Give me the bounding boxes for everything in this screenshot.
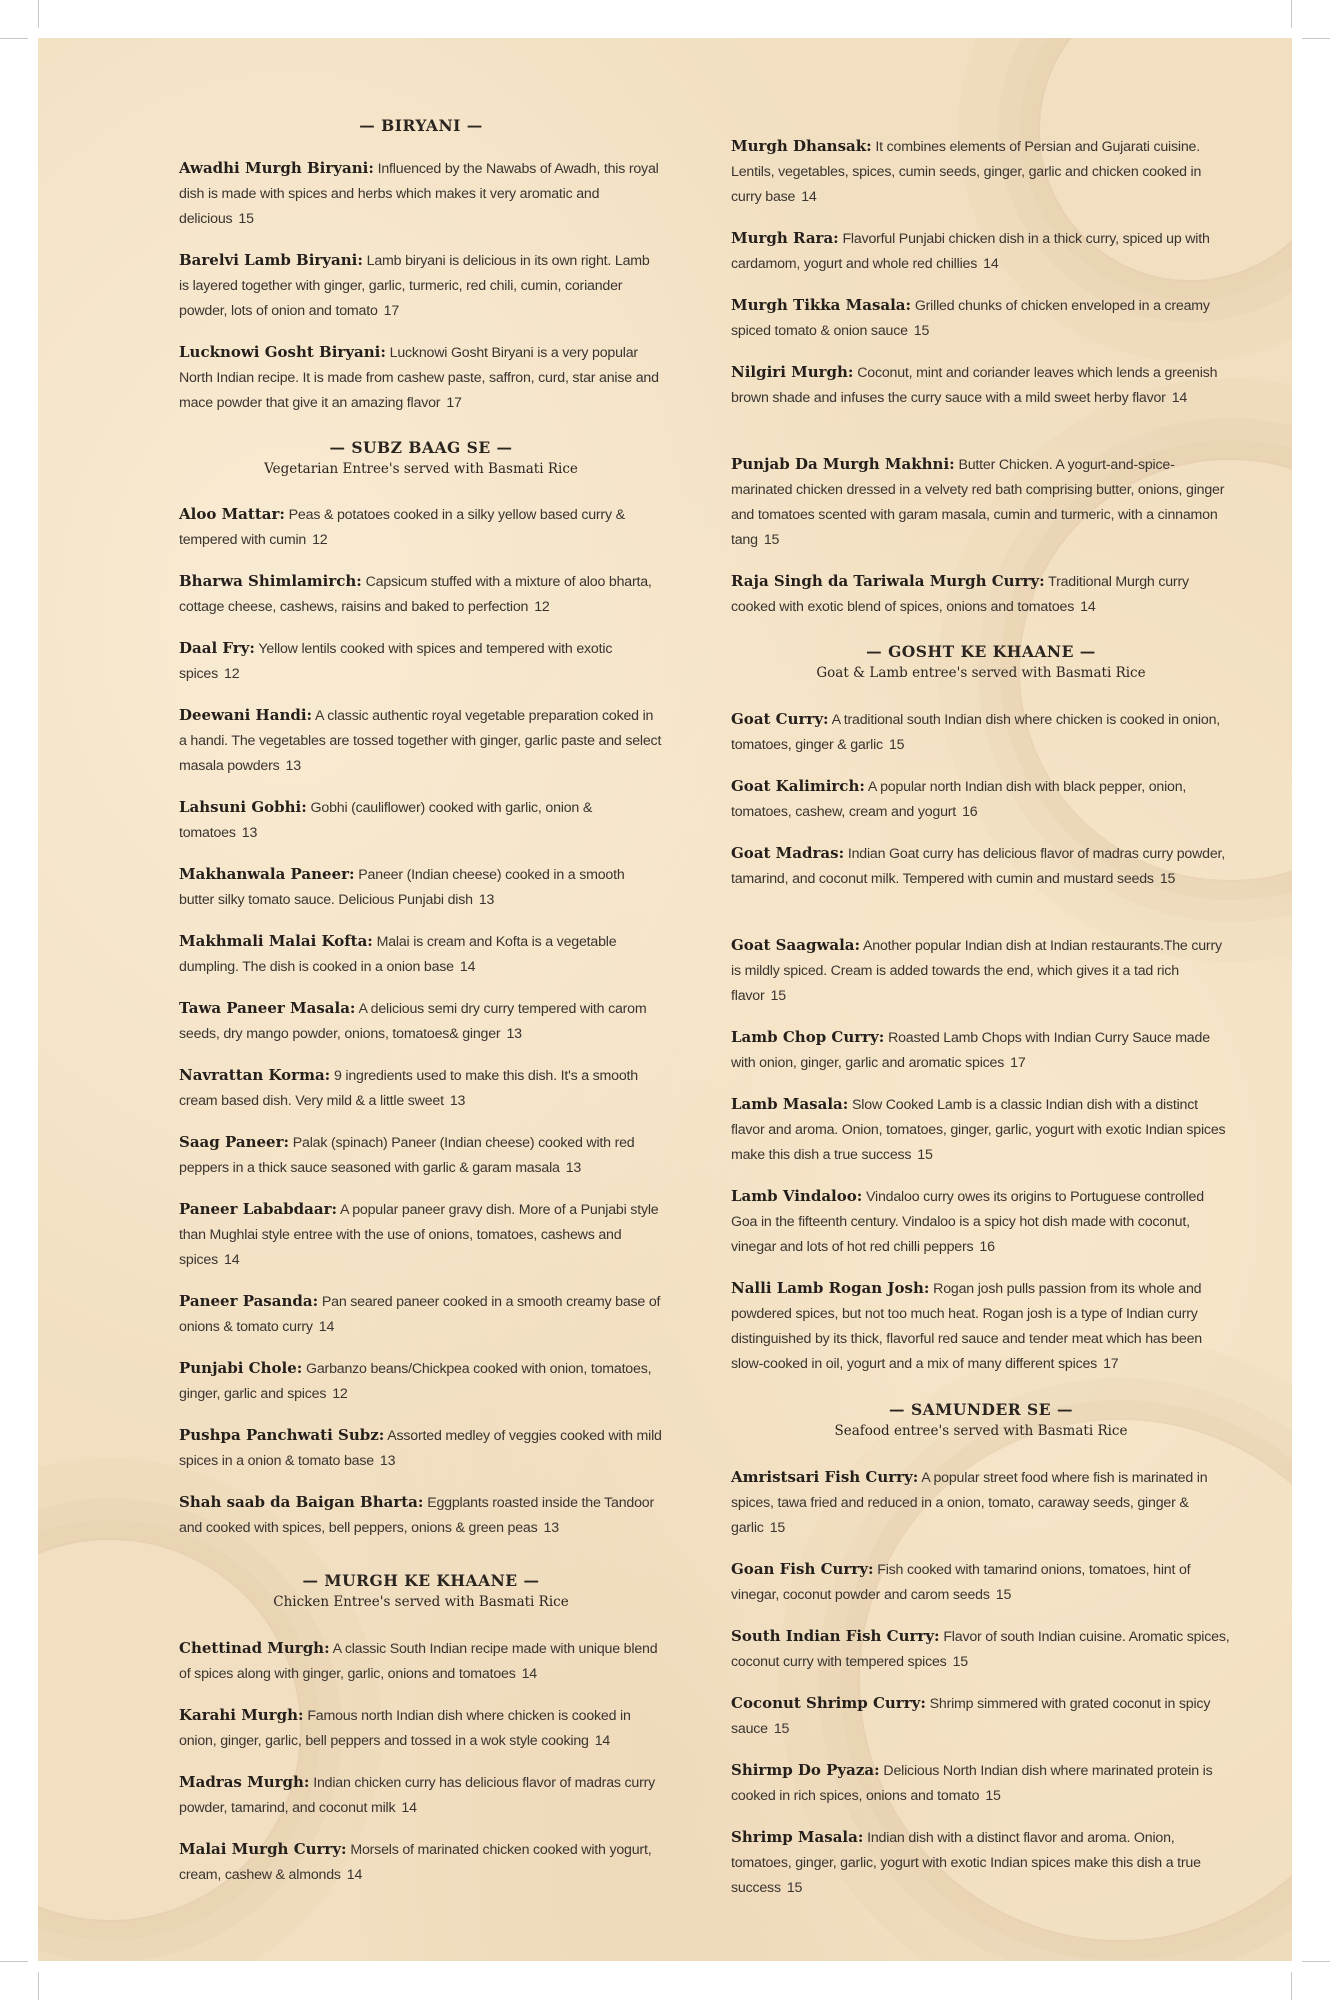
item-name: Nalli Lamb Rogan Josh:: [731, 1279, 930, 1297]
menu-item: [179, 636, 663, 687]
item-description: It combines elements of Persian and Gujarati cuisine. Lentils, vegetables, spices, cumin seeds, ginger, garlic and chicken cooked in curry base: [731, 139, 1202, 205]
item-description: A traditional south Indian dish where chicken is cooked in onion, tomatoes, ginger & garlic: [731, 712, 1221, 753]
item-description: 9 ingredients used to make this dish. It's a smooth cream based dish. Very mild & a little sweet: [179, 1068, 638, 1109]
section-subtitle-gosht-ke-khaane: Goat & Lamb entree's served with Basmati Rice: [816, 665, 1146, 681]
item-name: Tawa Paneer Masala:: [179, 999, 356, 1017]
menu-item: [179, 1490, 663, 1541]
item-name: Deewani Handi:: [179, 706, 313, 724]
crop-mark: [1291, 1972, 1292, 2000]
menu-item: [731, 569, 1231, 620]
menu-item: [731, 933, 1231, 1009]
item-name: Nilgiri Murgh:: [731, 363, 854, 381]
item-description: Traditional Murgh curry cooked with exotic blend of spices, onions and tomatoes: [731, 574, 1189, 615]
section-title-gosht-ke-khaane: — GOSHT KE KHAANE —: [866, 642, 1096, 661]
item-description: Eggplants roasted inside the Tandoor and cooked with spices, bell peppers, onions & green peas: [179, 1495, 654, 1536]
menu-item: [179, 1356, 663, 1407]
item-price: 14: [983, 256, 999, 272]
menu-item: [179, 996, 663, 1047]
section-subtitle-samunder-se: Seafood entree's served with Basmati Rice: [834, 1423, 1128, 1439]
item-price: 17: [1103, 1356, 1119, 1372]
item-description: Gobhi (cauliflower) cooked with garlic, onion & tomatoes: [179, 800, 593, 841]
item-description: Assorted medley of veggies cooked with mild spices in a onion & tomato base: [179, 1428, 662, 1469]
item-description: Lamb biryani is delicious in its own right. Lamb is layered together with ginger, garlic, turmeric, red chili, cumin, coriander powder, lots of onion and tomato: [179, 253, 650, 319]
item-name: Shah saab da Baigan Bharta:: [179, 1493, 424, 1511]
crop-mark: [1302, 1961, 1330, 1962]
item-price: 13: [449, 1093, 466, 1109]
menu-item: [179, 1636, 663, 1687]
item-description: Malai is cream and Kofta is a vegetable dumpling. The dish is cooked in a onion base: [179, 934, 617, 975]
item-description: Delicious North Indian dish where marinated protein is cooked in rich spices, onions and tomato: [731, 1763, 1213, 1804]
crop-mark: [38, 1972, 39, 2000]
crop-mark: [1291, 0, 1292, 28]
menu-item: [179, 862, 663, 913]
item-price: 13: [379, 1453, 396, 1469]
item-price: 12: [332, 1386, 348, 1402]
item-name: Bharwa Shimlamirch:: [179, 572, 362, 590]
item-price: 15: [888, 737, 905, 753]
item-name: Lucknowi Gosht Biryani:: [179, 343, 386, 361]
item-price: 14: [318, 1319, 335, 1335]
item-name: South Indian Fish Curry:: [731, 1627, 940, 1645]
crop-mark: [38, 0, 39, 28]
item-description: Butter Chicken. A yogurt-and-spice-marinated chicken dressed in a velvety red bath comprising butter, onions, ginger and tomatoes scented with garam masala, cumin and turmeric, with a cinnamon tang: [731, 457, 1225, 548]
item-description: Grilled chunks of chicken enveloped in a creamy spiced tomato & onion sauce: [731, 298, 1210, 339]
menu-item: [731, 360, 1231, 411]
item-name: Shirmp Do Pyaza:: [731, 1761, 880, 1779]
item-name: Saag Paneer:: [179, 1133, 290, 1151]
section-title-biryani: — BIRYANI —: [359, 116, 483, 135]
item-price: 15: [763, 532, 780, 548]
menu-item: [731, 1276, 1231, 1377]
item-price: 14: [346, 1867, 363, 1883]
menu-item: [179, 1063, 663, 1114]
menu-item: [179, 569, 663, 620]
item-price: 15: [952, 1654, 968, 1670]
item-price: 16: [962, 804, 978, 820]
item-name: Navrattan Korma:: [179, 1066, 331, 1084]
item-name: Punjab Da Murgh Makhni:: [731, 455, 955, 473]
menu-item: [179, 156, 663, 232]
menu-page: [38, 38, 1292, 1961]
item-price: 13: [241, 825, 258, 841]
item-description: Roasted Lamb Chops with Indian Curry Sauce made with onion, ginger, garlic and aromatic spices: [731, 1030, 1210, 1071]
menu-item: [731, 1624, 1231, 1675]
menu-item: [179, 703, 663, 779]
item-description: Capsicum stuffed with a mixture of aloo bharta, cottage cheese, cashews, raisins and baked to perfection: [179, 574, 652, 615]
item-name: Makhmali Malai Kofta:: [179, 932, 373, 950]
item-name: Chettinad Murgh:: [179, 1639, 330, 1657]
item-description: Yellow lentils cooked with spices and tempered with exotic spices: [179, 641, 613, 682]
item-description: A delicious semi dry curry tempered with carom seeds, dry mango powder, onions, tomatoes& ginger: [179, 1001, 647, 1042]
menu-item: [179, 1197, 663, 1273]
item-description: Lucknowi Gosht Biryani is a very popular North Indian recipe. It is made from cashew paste, saffron, curd, star anise and mace powder that give it an amazing flavor: [179, 345, 659, 411]
item-description: Flavor of south Indian cuisine. Aromatic spices, coconut curry with tempered spices: [731, 1629, 1230, 1670]
item-name: Goat Curry:: [731, 710, 829, 728]
item-name: Shrimp Masala:: [731, 1828, 864, 1846]
menu-item: [179, 1770, 663, 1821]
item-description: A popular paneer gravy dish. More of a Punjabi style than Mughlai style entree with the use of onions, tomatoes, cashews and spices: [179, 1202, 659, 1268]
item-price: 13: [506, 1026, 522, 1042]
item-name: Lamb Masala:: [731, 1095, 849, 1113]
item-name: Goat Saagwala:: [731, 936, 861, 954]
item-name: Lamb Vindaloo:: [731, 1187, 863, 1205]
menu-item: [179, 1703, 663, 1754]
item-price: 13: [478, 892, 495, 908]
item-description: Pan seared paneer cooked in a smooth creamy base of onions & tomato curry: [179, 1294, 661, 1335]
menu-item: [179, 1423, 663, 1474]
item-description: Famous north Indian dish where chicken is cooked in onion, ginger, garlic, bell peppers and tossed in a wok style cooking: [179, 1708, 631, 1749]
item-price: 12: [312, 532, 328, 548]
item-name: Raja Singh da Tariwala Murgh Curry:: [731, 572, 1045, 590]
item-description: Flavorful Punjabi chicken dish in a thick curry, spiced up with cardamom, yogurt and whole red chillies: [731, 231, 1210, 272]
item-description: Palak (spinach) Paneer (Indian cheese) cooked with red peppers in a thick sauce seasoned with garlic & garam masala: [179, 1135, 635, 1176]
item-name: Murgh Rara:: [731, 229, 839, 247]
item-price: 14: [401, 1800, 417, 1816]
menu-item: [179, 502, 663, 553]
section-title-subz-baag-se: — SUBZ BAAG SE —: [329, 438, 513, 457]
item-description: Morsels of marinated chicken cooked with yogurt, cream, cashew & almonds: [179, 1842, 652, 1883]
item-name: Coconut Shrimp Curry:: [731, 1694, 926, 1712]
item-price: 15: [770, 988, 786, 1004]
menu-item: [179, 1130, 663, 1181]
item-name: Aloo Mattar:: [179, 505, 285, 523]
menu-item: [179, 795, 663, 846]
item-description: Indian dish with a distinct flavor and aroma. Onion, tomatoes, ginger, garlic, yogurt with exotic Indian spices make this dish a true success: [731, 1830, 1201, 1896]
item-price: 17: [383, 303, 400, 319]
menu-item: [731, 293, 1231, 344]
item-price: 16: [979, 1239, 995, 1255]
item-price: 14: [459, 959, 476, 975]
section-title-samunder-se: — SAMUNDER SE —: [889, 1400, 1073, 1419]
item-description: Indian chicken curry has delicious flavor of madras curry powder, tamarind, and coconut milk: [179, 1775, 656, 1816]
item-description: Fish cooked with tamarind onions, tomatoes, hint of vinegar, coconut powder and carom seeds: [731, 1562, 1191, 1603]
item-price: 12: [534, 599, 550, 615]
item-price: 15: [238, 211, 254, 227]
item-description: Influenced by the Nawabs of Awadh, this royal dish is made with spices and herbs which makes it very aromatic and delicious: [179, 161, 659, 227]
menu-item: [179, 1837, 663, 1888]
item-name: Goat Kalimirch:: [731, 777, 865, 795]
item-name: Murgh Dhansak:: [731, 137, 872, 155]
item-name: Malai Murgh Curry:: [179, 1840, 347, 1858]
item-name: Lahsuni Gobhi:: [179, 798, 307, 816]
item-name: Paneer Pasanda:: [179, 1292, 319, 1310]
item-description: Peas & potatoes cooked in a silky yellow based curry & tempered with cumin: [179, 507, 625, 548]
item-name: Makhanwala Paneer:: [179, 865, 355, 883]
item-description: A classic authentic royal vegetable preparation coked in a handi. The vegetables are tossed together with ginger, garlic paste and select masala powders: [179, 708, 662, 774]
menu-item: [731, 1092, 1231, 1168]
section-subtitle-subz-baag-se: Vegetarian Entree's served with Basmati Rice: [264, 461, 578, 477]
item-name: Daal Fry:: [179, 639, 255, 657]
menu-item: [731, 1557, 1231, 1608]
item-price: 15: [913, 323, 930, 339]
item-price: 15: [786, 1880, 803, 1896]
menu-item: [731, 841, 1231, 892]
item-name: Madras Murgh:: [179, 1773, 310, 1791]
menu-item: [179, 1289, 663, 1340]
section-subtitle-murgh-ke-khaane: Chicken Entree's served with Basmati Rice: [273, 1594, 569, 1610]
item-price: 14: [521, 1666, 537, 1682]
item-price: 12: [224, 666, 240, 682]
item-description: Another popular Indian dish at Indian restaurants.The curry is mildly spiced. Cream is added towards the end, which gives it a tad rich flavor: [731, 938, 1222, 1004]
menu-item: [731, 774, 1231, 825]
item-description: Paneer (Indian cheese) cooked in a smooth butter silky tomato sauce. Delicious Punjabi dish: [179, 867, 625, 908]
menu-item: [179, 248, 663, 324]
item-price: 14: [1080, 599, 1096, 615]
item-name: Punjabi Chole:: [179, 1359, 303, 1377]
item-name: Lamb Chop Curry:: [731, 1028, 885, 1046]
item-price: 13: [543, 1520, 559, 1536]
item-name: Goan Fish Curry:: [731, 1560, 874, 1578]
item-description: Indian Goat curry has delicious flavor of madras curry powder, tamarind, and coconut milk. Tempered with cumin and mustard seeds: [731, 846, 1226, 887]
item-name: Murgh Tikka Masala:: [731, 296, 912, 314]
item-price: 15: [773, 1721, 790, 1737]
item-price: 13: [565, 1160, 582, 1176]
item-name: Goat Madras:: [731, 844, 845, 862]
menu-item: [731, 1691, 1231, 1742]
item-name: Amristsari Fish Curry:: [731, 1468, 919, 1486]
item-description: A popular north Indian dish with black pepper, onion, tomatoes, cashew, cream and yogurt: [731, 779, 1187, 820]
item-description: Slow Cooked Lamb is a classic Indian dish with a distinct flavor and aroma. Onion, tomatoes, ginger, garlic, yogurt with exotic Indian spices make this dish a true success: [731, 1097, 1226, 1163]
item-name: Pushpa Panchwati Subz:: [179, 1426, 385, 1444]
menu-item: [731, 1758, 1231, 1809]
menu-item: [731, 707, 1231, 758]
item-price: 17: [1010, 1055, 1026, 1071]
menu-item: [731, 226, 1231, 277]
item-name: Barelvi Lamb Biryani:: [179, 251, 363, 269]
crop-mark: [1302, 38, 1330, 39]
item-name: Awadhi Murgh Biryani:: [179, 159, 374, 177]
menu-item: [731, 134, 1231, 210]
item-price: 15: [917, 1147, 933, 1163]
item-price: 15: [769, 1520, 786, 1536]
menu-item: [731, 1025, 1231, 1076]
item-description: Garbanzo beans/Chickpea cooked with onion, tomatoes, ginger, garlic and spices: [179, 1361, 652, 1402]
item-price: 14: [801, 189, 817, 205]
item-price: 14: [594, 1733, 611, 1749]
item-description: Rogan josh pulls passion from its whole and powdered spices, but not too much heat. Rogan josh is a type of Indian curry distinguished by its thick, flavorful red sauce and tender meat which has been slow-cooked in oil, yogurt and a mix of many different spices: [731, 1281, 1202, 1372]
item-description: Coconut, mint and coriander leaves which lends a greenish brown shade and infuses the curry sauce with a mild sweet herby flavor: [731, 365, 1218, 406]
item-description: A classic South Indian recipe made with unique blend of spices along with ginger, garlic, onions and tomatoes: [179, 1641, 658, 1682]
menu-item: [179, 929, 663, 980]
menu-item: [731, 452, 1231, 553]
item-description: Vindaloo curry owes its origins to Portuguese controlled Goa in the fifteenth century. Vindaloo is a spicy hot dish made with coconut, vinegar and lots of hot red chilli peppers: [731, 1189, 1204, 1255]
item-price: 14: [224, 1252, 240, 1268]
menu-item: [731, 1184, 1231, 1260]
item-description: A popular street food where fish is marinated in spices, tawa fried and reduced in a onion, tomato, caraway seeds, ginger & garlic: [731, 1470, 1208, 1536]
item-price: 14: [1171, 390, 1188, 406]
crop-mark: [0, 38, 28, 39]
item-name: Paneer Lababdaar:: [179, 1200, 338, 1218]
item-price: 15: [995, 1587, 1012, 1603]
item-description: Shrimp simmered with grated coconut in spicy sauce: [731, 1696, 1211, 1737]
item-price: 15: [1159, 871, 1176, 887]
menu-item: [179, 340, 663, 416]
item-price: 13: [285, 758, 301, 774]
menu-item: [731, 1465, 1231, 1541]
section-title-murgh-ke-khaane: — MURGH KE KHAANE —: [302, 1571, 540, 1590]
crop-mark: [0, 1961, 28, 1962]
item-price: 17: [446, 395, 462, 411]
menu-item: [731, 1825, 1231, 1901]
item-price: 15: [985, 1788, 1001, 1804]
item-name: Karahi Murgh:: [179, 1706, 304, 1724]
